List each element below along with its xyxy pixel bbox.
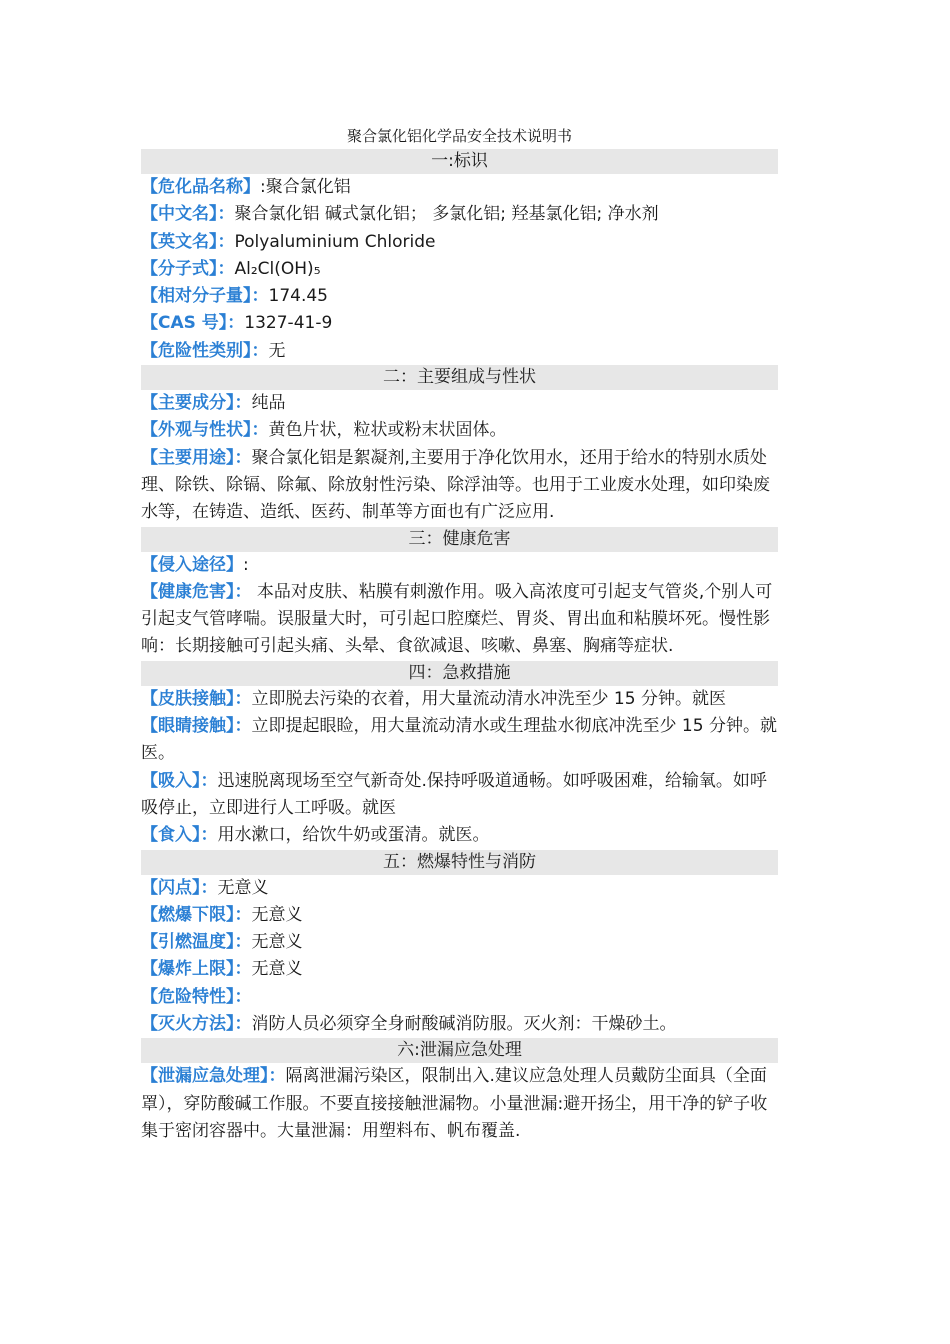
field-formula [141,256,778,283]
field-eye-contact [141,713,778,768]
field-label: 【健康危害】： [141,581,252,602]
field-inhalation [141,768,778,823]
field-extinguishing-method [141,1011,778,1038]
field-value: 本品对皮肤、粘膜有刺激作用。吸入高浓度可引起支气管炎,个别人可引起支气管哮喘。误服量大时，可引起口腔糜烂、胃炎、胃出血和粘膜坏死。慢性影响：长期接触可引起头痛、头晕、食欲减退、咳嗽、鼻塞、胸痛等症状. [141,581,773,657]
document [141,124,778,1145]
section-header: 六:泄漏应急处理 [141,1038,778,1063]
field-value: 迅速脱离现场至空气新奇处.保持呼吸道通畅。如呼吸困难，给输氧。如呼吸停止，立即进行人工呼吸。就医 [141,770,767,818]
field-label: 【泄漏应急处理】： [141,1066,286,1087]
field-label: 【皮肤接触】： [141,688,252,709]
document-title: 聚合氯化铝化学品安全技术说明书 [346,127,572,145]
field-value: 无意义 [251,932,303,953]
field-ignition-temperature [141,929,778,956]
field-health-hazard [141,579,778,661]
field-value: 隔离泄漏污染区，限制出入.建议应急处理人员戴防尘面具（全面罩），穿防酸碱工作服。不要直接接触泄漏物。小量泄漏:避开扬尘，用干净的铲子收集于密闭容器中。大量泄漏：用塑料布、帆布覆盖. [141,1066,768,1141]
field-label: 【危险性类别】： [141,340,269,361]
field-value: 聚合氯化铝 碱式氯化铝； 多氯化铝; 羟基氯化铝; 净水剂 [234,204,659,225]
field-main-use [141,445,778,527]
field-value: 聚合氯化铝是絮凝剂,主要用于净化饮用水，还用于给水的特别水质处理、除铁、除镉、除氟、除放射性污染、除浮油等。也用于工业废水处理，如印染废水等，在铸造、造纸、医药、制革等方面也有广泛应用. [141,447,770,523]
field-value: Polyaluminium Chloride [234,231,436,252]
field-value: 立即脱去污染的衣着，用大量流动清水冲洗至少 15 分钟。就医 [251,688,726,709]
section-header: 二：主要组成与性状 [141,365,778,390]
field-value: 1327-41-9 [244,313,333,334]
field-value: 无意义 [251,904,303,925]
field-label: 【相对分子量】： [141,286,269,307]
field-label: 【危险特性】： [141,986,252,1007]
field-value: :聚合氯化铝 [260,177,351,197]
field-value: Al₂Cl(OH)₅ [234,258,321,279]
field-label: 【吸入】： [141,770,218,791]
section-spill-response [141,1038,778,1145]
field-label: 【眼睛接触】： [141,716,252,737]
field-flash-point [141,875,778,902]
field-hazchem-name [141,174,778,201]
section-health-hazards [141,527,778,661]
section-composition [141,365,778,526]
section-header: 三：健康危害 [141,527,778,552]
field-ingestion [141,822,778,849]
field-label: 【CAS 号】： [141,313,245,334]
field-hazard-class [141,338,778,365]
section-first-aid [141,661,778,850]
section-fire-fighting [141,850,778,1039]
field-label: 【燃爆下限】： [141,904,252,925]
field-value: 黄色片状，粒状或粉末状固体。 [268,420,507,441]
field-chinese-name [141,201,778,228]
field-skin-contact [141,686,778,713]
section-header: 五：燃爆特性与消防 [141,850,778,875]
field-label: 【主要成分】： [141,393,252,414]
field-hazard-characteristics [141,984,778,1011]
field-label: 【主要用途】： [141,447,252,468]
field-label: 【英文名】： [141,231,235,252]
field-main-component [141,390,778,417]
field-english-name [141,229,778,256]
field-value: 无意义 [217,877,269,898]
field-appearance [141,417,778,444]
field-spill-response [141,1063,778,1145]
field-label: 【中文名】： [141,204,235,225]
field-label: 【爆炸上限】： [141,959,252,980]
field-lower-explosive-limit [141,902,778,929]
section-header: 四：急救措施 [141,661,778,686]
field-label: 【灭火方法】： [141,1014,252,1035]
field-molecular-weight [141,283,778,310]
field-upper-explosive-limit [141,956,778,983]
field-label: 【闪点】： [141,877,218,898]
section-header: 一:标识 [141,149,778,174]
field-value: : [243,554,249,575]
field-value: 无 [268,340,286,361]
field-value: 无意义 [251,959,303,980]
field-cas-number [141,310,778,337]
section-identification [141,149,778,365]
field-value: 消防人员必须穿全身耐酸碱消防服。灭火剂：干燥砂土。 [251,1014,677,1035]
field-label: 【分子式】： [141,258,235,279]
field-exposure-route [141,552,778,579]
field-label: 【危化品名称】 [141,177,260,197]
field-value: 纯品 [251,393,286,414]
field-label: 【食入】： [141,825,218,846]
field-label: 【侵入途径】 [141,554,243,575]
field-value: 174.45 [268,286,328,307]
field-label: 【外观与性状】： [141,420,269,441]
field-value: 立即提起眼睑，用大量流动清水或生理盐水彻底冲洗至少 15 分钟。就医。 [141,716,777,764]
field-value: 用水漱口，给饮牛奶或蛋清。就医。 [217,825,490,846]
field-label: 【引燃温度】： [141,932,252,953]
